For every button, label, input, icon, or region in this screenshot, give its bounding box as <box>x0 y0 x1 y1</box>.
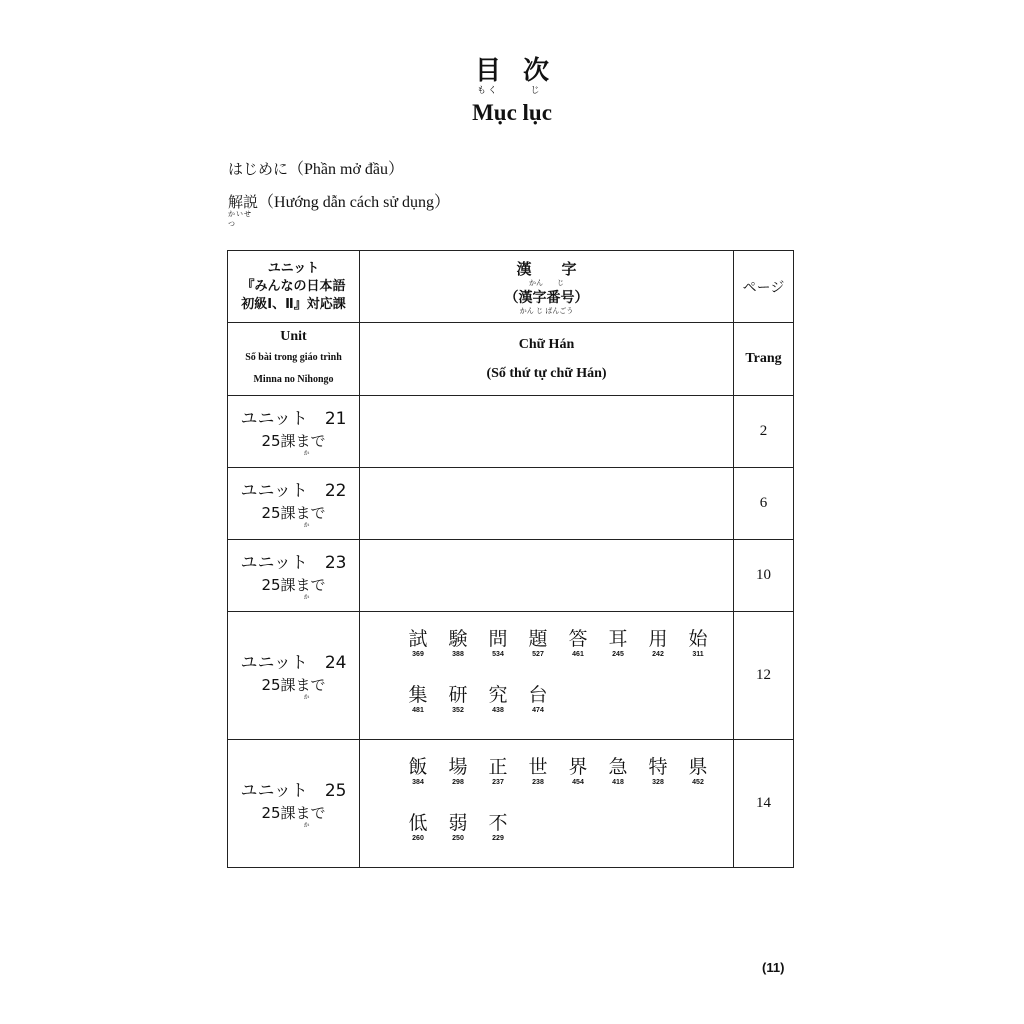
header-kanji-sub: （漢字番号） <box>504 290 589 306</box>
kanji-item <box>678 627 718 683</box>
kanji-char: 急 <box>608 755 628 778</box>
header-unit-jp-line2: 『みんなの日本語 <box>241 278 346 294</box>
kanji-char: 飯 <box>408 755 428 778</box>
kanji-char: 正 <box>488 755 508 778</box>
kanji-char: 問 <box>488 627 508 650</box>
kanji-item <box>558 755 598 811</box>
header-unit-jp-line1: ユニット <box>267 260 320 276</box>
kanji-number: 481 <box>412 706 424 714</box>
header-kanji-vi <box>360 323 734 396</box>
unit-label: ユニット 22 <box>240 480 347 501</box>
unit-cell <box>228 740 360 868</box>
kanji-cell <box>360 740 734 868</box>
kanji-item <box>398 683 438 739</box>
kanji-grid <box>360 741 733 867</box>
unit-label: ユニット 21 <box>240 408 347 429</box>
lesson-ruby: か <box>303 821 310 829</box>
page-cell: 2 <box>734 396 794 468</box>
table-row <box>228 612 794 740</box>
kanji-char: 試 <box>408 627 428 650</box>
contents-table <box>227 250 794 868</box>
kanji-number: 388 <box>452 650 464 658</box>
kanji-char: 耳 <box>608 627 628 650</box>
title-ruby-1: もく <box>476 86 499 96</box>
kanji-item <box>638 627 678 683</box>
kanji-item <box>598 627 638 683</box>
kanji-number: 418 <box>612 778 624 786</box>
title-kanji-2: 次 <box>523 56 550 86</box>
kanji-char: 世 <box>528 755 548 778</box>
kanji-char: 題 <box>528 627 548 650</box>
intro-guide-vi: （Hướng dẫn cách sử dụng） <box>258 194 451 211</box>
table-row <box>228 740 794 868</box>
kanji-char: 場 <box>448 755 468 778</box>
header-kanji-jp <box>360 251 734 323</box>
kanji-cell <box>360 540 734 612</box>
title-japanese <box>0 56 1024 96</box>
lesson-label: 25課まで <box>261 803 326 822</box>
kanji-char: 研 <box>448 683 468 706</box>
intro-guide-jp: 解説 <box>228 193 259 211</box>
lesson-label: 25課まで <box>261 675 326 694</box>
kanji-item <box>398 811 438 867</box>
kanji-number: 527 <box>532 650 544 658</box>
intro-line-preface <box>228 156 404 179</box>
kanji-number: 260 <box>412 834 424 842</box>
header-kanji-vi-sub: (Số thứ tự chữ Hán) <box>486 366 607 381</box>
table-header-row-jp <box>228 251 794 323</box>
kanji-number: 250 <box>452 834 464 842</box>
kanji-item <box>678 755 718 811</box>
kanji-char: 界 <box>568 755 588 778</box>
kanji-char: 弱 <box>448 811 468 834</box>
lesson-label: 25課まで <box>261 575 326 594</box>
table-row <box>228 468 794 540</box>
lesson-label: 25課まで <box>261 503 326 522</box>
table-header-row-vi <box>228 323 794 396</box>
title-vietnamese: Mục lục <box>472 100 552 125</box>
kanji-number: 352 <box>452 706 464 714</box>
lesson-ruby: か <box>303 693 310 701</box>
kanji-item <box>438 755 478 811</box>
header-page-vi: Trang <box>734 323 794 396</box>
kanji-item <box>398 755 438 811</box>
kanji-item <box>638 755 678 811</box>
header-kanji-title: 漢字 <box>516 260 607 278</box>
header-unit-vi <box>228 323 360 396</box>
kanji-cell <box>360 468 734 540</box>
title-ruby-2: じ <box>530 86 542 96</box>
kanji-item <box>598 755 638 811</box>
kanji-char: 験 <box>448 627 468 650</box>
unit-cell <box>228 468 360 540</box>
unit-label: ユニット 23 <box>240 552 347 573</box>
header-unit-jp <box>228 251 360 323</box>
intro-line-guide <box>228 189 451 228</box>
intro-guide-ruby: かいせつ <box>228 210 252 228</box>
header-unit-vi-line1: Số bài trong giáo trình <box>245 352 342 363</box>
intro-preface-jp: はじめに <box>228 160 289 178</box>
unit-label: ユニット 25 <box>240 780 347 801</box>
kanji-number: 242 <box>652 650 664 658</box>
kanji-item <box>518 683 558 739</box>
kanji-number: 534 <box>492 650 504 658</box>
kanji-number: 452 <box>692 778 704 786</box>
kanji-cell <box>360 396 734 468</box>
kanji-item <box>438 627 478 683</box>
header-unit-jp-line3: 初級Ⅰ、Ⅱ』対応課 <box>241 296 346 312</box>
kanji-number: 454 <box>572 778 584 786</box>
kanji-cell <box>360 612 734 740</box>
kanji-char: 用 <box>648 627 668 650</box>
lesson-ruby: か <box>303 449 310 457</box>
unit-cell <box>228 540 360 612</box>
lesson-label: 25課まで <box>261 431 326 450</box>
kanji-number: 461 <box>572 650 584 658</box>
page-cell: 14 <box>734 740 794 868</box>
kanji-char: 始 <box>688 627 708 650</box>
unit-cell <box>228 396 360 468</box>
kanji-number: 384 <box>412 778 424 786</box>
page-cell: 6 <box>734 468 794 540</box>
header-page-jp: ページ <box>734 251 794 323</box>
lesson-ruby: か <box>303 521 310 529</box>
kanji-item <box>478 683 518 739</box>
kanji-char: 不 <box>488 811 508 834</box>
kanji-item <box>558 627 598 683</box>
kanji-char: 低 <box>408 811 428 834</box>
table-row <box>228 540 794 612</box>
kanji-item <box>478 811 518 867</box>
kanji-item <box>478 627 518 683</box>
kanji-number: 237 <box>492 778 504 786</box>
kanji-char: 台 <box>528 683 548 706</box>
header-kanji-vi-title: Chữ Hán <box>518 337 575 352</box>
kanji-item <box>478 755 518 811</box>
kanji-item <box>398 627 438 683</box>
kanji-char: 集 <box>408 683 428 706</box>
kanji-item <box>518 755 558 811</box>
kanji-char: 究 <box>488 683 508 706</box>
page-number: (11) <box>762 960 785 975</box>
header-kanji-sub-ruby: かん じ ばんごう <box>519 307 574 315</box>
kanji-number: 438 <box>492 706 504 714</box>
kanji-item <box>518 627 558 683</box>
kanji-number: 369 <box>412 650 424 658</box>
kanji-number: 311 <box>692 650 704 658</box>
kanji-number: 238 <box>532 778 544 786</box>
kanji-number: 229 <box>492 834 504 842</box>
page-cell: 10 <box>734 540 794 612</box>
kanji-grid <box>360 613 733 739</box>
kanji-number: 474 <box>532 706 544 714</box>
unit-cell <box>228 612 360 740</box>
kanji-item <box>438 811 478 867</box>
page-title-block <box>0 56 1024 126</box>
kanji-number: 245 <box>612 650 624 658</box>
table-row <box>228 396 794 468</box>
header-unit-vi-title: Unit <box>280 329 307 344</box>
kanji-number: 298 <box>452 778 464 786</box>
kanji-number: 328 <box>652 778 664 786</box>
header-unit-vi-line2: Minna no Nihongo <box>253 374 334 385</box>
kanji-char: 特 <box>648 755 668 778</box>
kanji-char: 県 <box>688 755 708 778</box>
title-kanji-1: 目 <box>474 56 501 86</box>
page-cell: 12 <box>734 612 794 740</box>
header-kanji-ruby: かん じ <box>529 279 564 287</box>
intro-preface-vi: （Phần mở đầu） <box>288 161 405 178</box>
kanji-char: 答 <box>568 627 588 650</box>
kanji-item <box>438 683 478 739</box>
unit-label: ユニット 24 <box>240 652 347 673</box>
lesson-ruby: か <box>303 593 310 601</box>
